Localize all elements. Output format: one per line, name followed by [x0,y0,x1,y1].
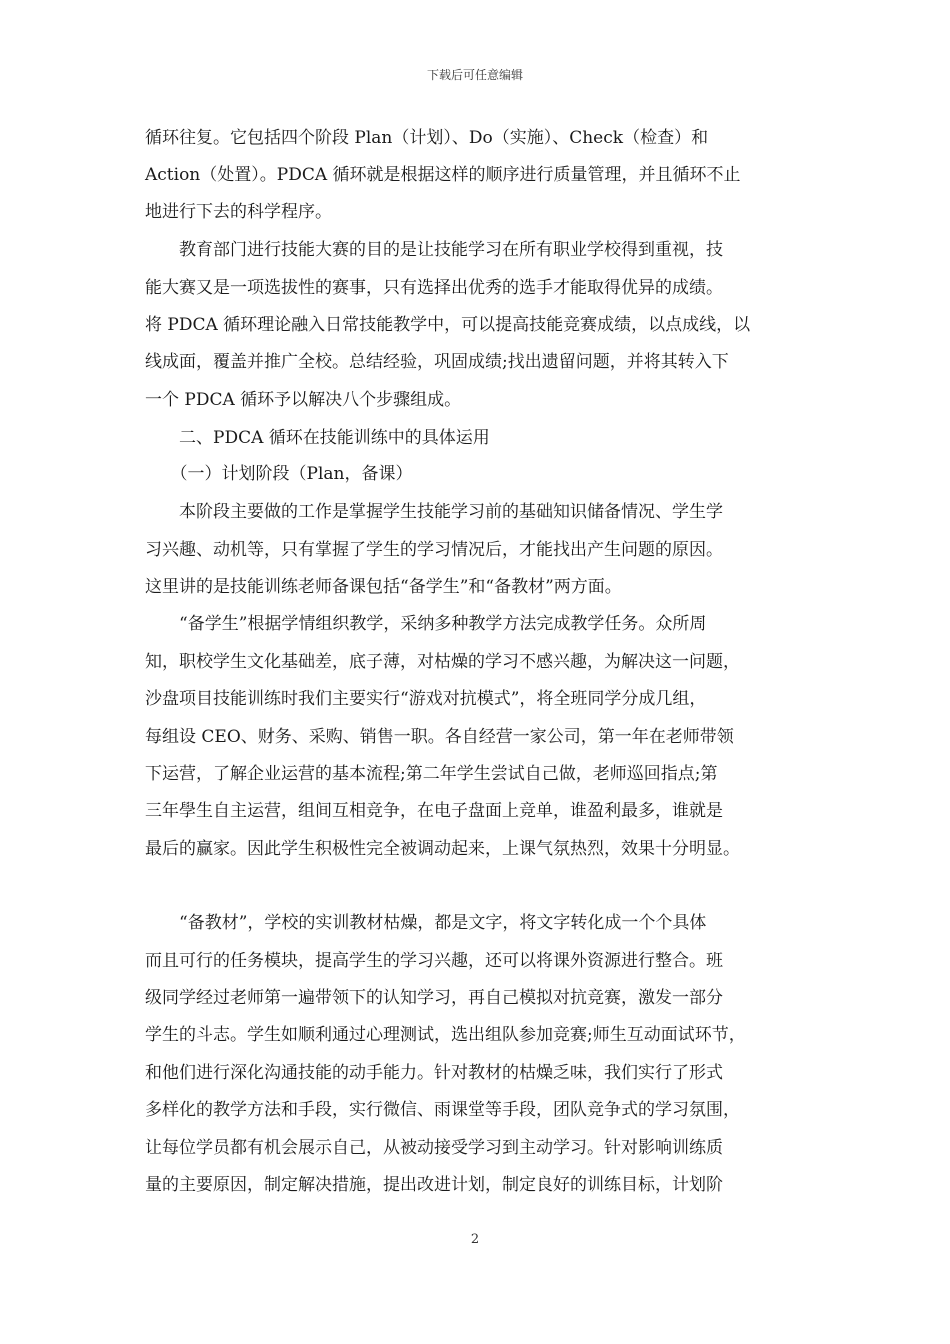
text-line: 沙盘项目技能训练时我们主要实行“游戏对抗模式”，将全班同学分成几组， [145,689,707,709]
text-line: 而且可行的任务模块，提高学生的学习兴趣，还可以将课外资源进行整合。班 [145,951,723,971]
text-line: 级同学经过老师第一遍带领下的认知学习，再自己模拟对抗竞赛，激发一部分 [145,988,723,1008]
text-line: 地进行下去的科学程序。 [145,202,332,222]
text-line: 这里讲的是技能训练老师备课包括“备学生”和“备教材”两方面。 [145,577,622,597]
text-line: 让每位学员都有机会展示自己，从被动接受学习到主动学习。针对影响训练质 [145,1138,723,1158]
text-line: 最后的赢家。因此学生积极性完全被调动起来，上课气氛热烈，效果十分明显。 [145,839,740,859]
section-heading: 二、PDCA 循环在技能训练中的具体运用 [145,428,490,448]
text-line: “备教材”，学校的实训教材枯燥，都是文字，将文字转化成一个个具体 [145,913,707,933]
text-line: 和他们进行深化沟通技能的动手能力。针对教材的枯燥乏味，我们实行了形式 [145,1063,723,1083]
text-line: 习兴趣、动机等，只有掌握了学生的学习情况后，才能找出产生问题的原因。 [145,540,723,560]
text-line: 知，职校学生文化基础差，底子薄，对枯燥的学习不感兴趣，为解决这一问题， [145,652,740,672]
text-line: 本阶段主要做的工作是掌握学生技能学习前的基础知识储备情况、学生学 [145,502,723,522]
text-line: 能大赛又是一项选拔性的赛事，只有选择出优秀的选手才能取得优异的成绩。 [145,278,723,298]
text-line: 三年學生自主运营，组间互相竞争，在电子盘面上竞单，谁盈利最多，谁就是 [145,801,723,821]
text-line: 循环往复。它包括四个阶段 Plan（计划）、Do（实施）、Check（检查）和 [145,128,709,148]
text-line: 教育部门进行技能大赛的目的是让技能学习在所有职业学校得到重视，技 [145,240,723,260]
subsection-heading: （一）计划阶段（Plan，备课） [145,464,413,484]
text-line: 多样化的教学方法和手段，实行微信、雨课堂等手段，团队竞争式的学习氛围， [145,1100,740,1120]
text-line: 线成面，覆盖并推广全校。总结经验，巩固成绩;找出遗留问题，并将其转入下 [145,352,729,372]
text-line: 学生的斗志。学生如顺利通过心理测试，选出组队参加竞赛;师生互动面试环节， [145,1025,746,1045]
text-line: Action（处置）。PDCA 循环就是根据这样的顺序进行质量管理，并且循环不止 [145,165,741,185]
text-line: 每组设 CEO、财务、采购、销售一职。各自经营一家公司，第一年在老师带领 [145,727,734,747]
text-line: 将 PDCA 循环理论融入日常技能教学中，可以提高技能竞赛成绩，以点成线，以 [145,315,751,335]
text-line: 一个 PDCA 循环予以解决八个步骤组成。 [145,390,462,410]
text-line: 下运营，了解企业运营的基本流程;第二年学生尝试自己做，老师巡回指点;第 [145,764,718,784]
text-line: “备学生”根据学情组织教学，采纳多种教学方法完成教学任务。众所周 [145,614,707,634]
page-header: 下载后可任意编辑 [426,68,523,82]
text-line: 量的主要原因，制定解决措施，提出改进计划，制定良好的训练目标，计划阶 [145,1175,723,1195]
page-number: 2 [470,1232,480,1247]
